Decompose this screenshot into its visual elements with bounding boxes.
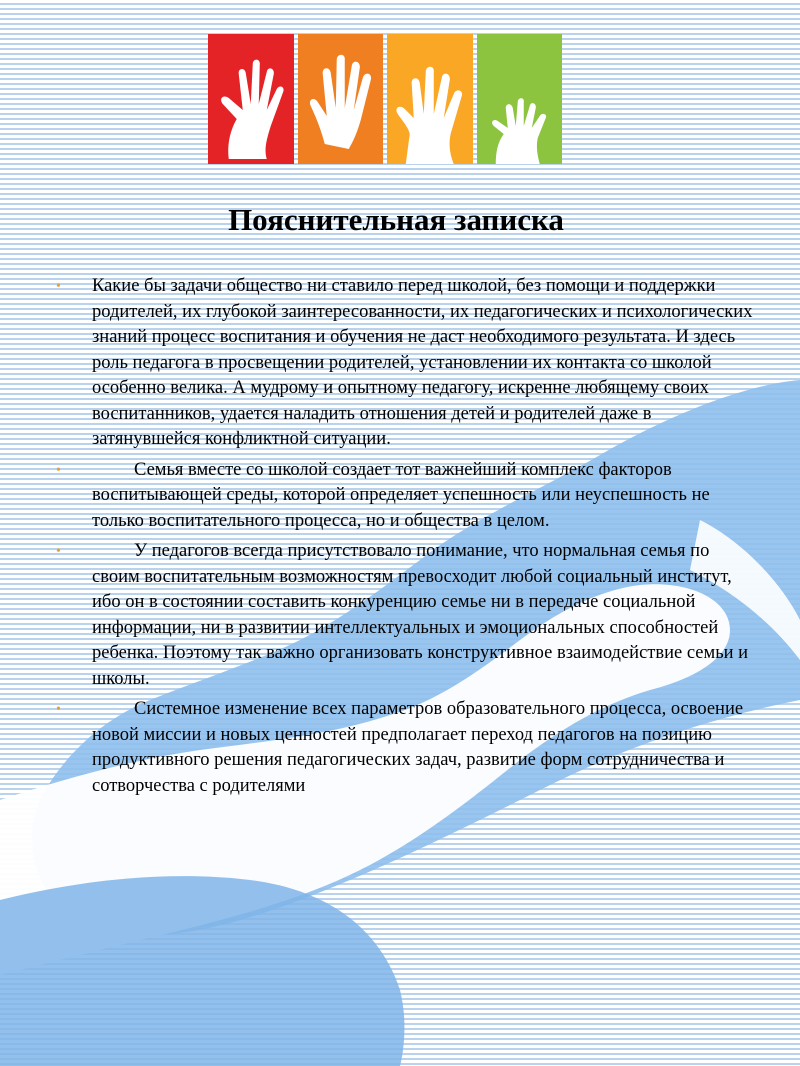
logo-tile-green (477, 34, 563, 164)
list-item-text: Семья вместе со школой создает тот важнейший комплекс факторов воспитывающей среды, которой определяет успешность или неуспешность не только воспитательного процесса, но и общества в целом. (92, 459, 710, 531)
hand-print-icon (387, 34, 473, 164)
list-item (56, 697, 756, 799)
hand-print-icon (208, 34, 294, 164)
hand-print-icon (298, 34, 384, 164)
bullet-icon: • (56, 462, 61, 478)
list-item (56, 274, 756, 453)
list-item-text: Системное изменение всех параметров образовательного процесса, освоение новой миссии и новых ценностей предполагает переход педагогов на позицию продуктивного решения педагогических задач, развитие форм сотрудничества и сотворчества с родителями (92, 699, 744, 796)
logo-tile-yellow (387, 34, 473, 164)
list-item (56, 539, 756, 692)
logo-tile-red (208, 34, 294, 164)
bullet-icon: • (56, 279, 61, 294)
page-title: Пояснительная записка (228, 202, 564, 237)
bullet-icon: • (56, 544, 61, 559)
list-item-text: У педагогов всегда присутствовало понимание, что нормальная семья по своим воспитательным возможностям превосходит любой социальный институт, ибо он в состоянии составить конкуренцию семье ни в передаче социальной информации, ни в развитии интеллектуальных и эмоциональных способностей ребенка. Поэтому так важно организовать конструктивное взаимодействие семьи и школы. (92, 541, 749, 689)
bullet-list (56, 274, 756, 804)
list-item-text: Какие бы задачи общество ни ставило перед школой, без помощи и поддержки родителей, их глубокой заинтересованности, их педагогических и психологических знаний процесс воспитания и обучения не даст необходимого результата. И здесь роль педагога в просвещении родителей, установлении их контакта со школой особенно велика. А мудрому и опытному педагогу, искренне любящему своих воспитанников, удается наладить отношения детей и родителей даже в затянувшейся конфликтной ситуации. (92, 276, 753, 449)
hands-logo (208, 34, 562, 164)
list-item (56, 458, 756, 535)
logo-tile-orange (298, 34, 384, 164)
hand-print-icon (477, 34, 563, 164)
blue-arm-shape (0, 876, 404, 1066)
bullet-icon: • (56, 702, 61, 717)
